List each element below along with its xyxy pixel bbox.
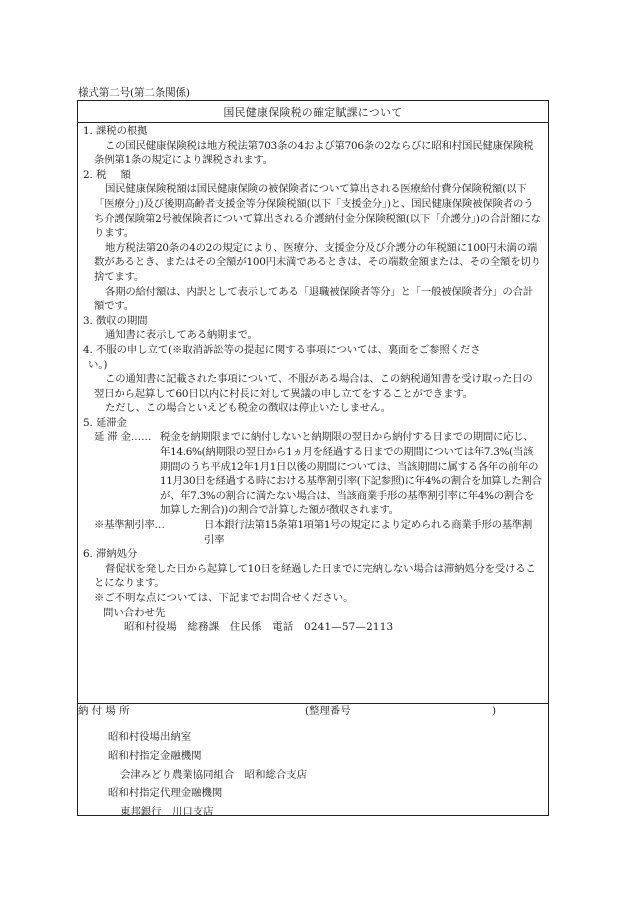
section-1-heading: 1. 課税の根拠: [83, 125, 148, 137]
section-6-heading: 6. 滞納処分: [83, 548, 138, 561]
payment-place-title: 納 付 場 所: [78, 705, 130, 717]
section-1-text: この国民健康保険税は地方税法第703条の4および第706条の2ならびに昭和村国民健康保険税条例第1条の規定により課税されます。: [94, 139, 534, 167]
section-4-heading: 4. 不服の申し立て(※取消訴訟等の提起に関する事項については、裏面をご参照くださ: [83, 343, 481, 356]
discount-rate-label: ※基準割引率…: [94, 519, 165, 532]
section-2-text-1: 国民健康保険税額は国民健康保険の被保険者について算出される医療給付費分保険税額(以下「医療分」)及び後期高齢者支援金等分保険税額(以下「支援金分」)と、国民健康保険被保険者のうち介護保険第2号被保険者について算出される介護納付金分保険税額(以下「介護分」)の合計額になります。: [94, 183, 541, 240]
section-4-heading-cont: い。): [88, 358, 108, 371]
payment-place-item: 昭和村役場出納室: [108, 731, 192, 743]
notice-frame: [77, 100, 549, 819]
section-6-text: 督促状を発した日から起算して10日を経過した日までに完納しない場合は滞納処分を受けることになります。: [94, 562, 536, 590]
section-2-text-2: 地方税法第20条の4の2の規定により、医療分、支援金分及び介護分の年税額に100円未満の端数があるとき、またはその全額が100円未満であるときは、その端数金額または、その全額を切り捨てます。: [94, 241, 541, 283]
discount-rate-note: [83, 518, 542, 547]
section-5-heading: 5. 延滞金: [83, 416, 127, 429]
delay-charge-text: 税金を納期限までに納付しないと納期限の翌日から納付する日までの期間に応じ、年14.6%(納期限の翌日から1ヵ月を経過する日までの期間については年7.3%(当該期間のうち平成12年1月1日以後の期間については、当該期間に属する各年の前年の11月30日を経過する時における基準割引率(下記参照)に年4%の割合を加算した割合が、年7.3%の割合に満たない場合は、当該商業手形の基準割引率に年4%の割合を加算した割合))の割合で計算した額が徴収されます。: [160, 431, 542, 517]
title-divider: [78, 122, 548, 123]
reference-number-label: (整理番号: [305, 705, 351, 717]
payment-place-list: [108, 728, 307, 822]
form-number-label: 様式第二号(第二条関係): [78, 87, 190, 99]
contact-label: 問い合わせ先: [103, 606, 166, 619]
payment-place-item: 昭和村指定金融機関: [108, 749, 202, 762]
section-4-text-2: ただし、この場合といえども税金の徴収は停止いたしません。: [105, 402, 391, 415]
delay-charge-label: 延 滞 金……: [94, 431, 152, 444]
reference-number-close: ): [492, 705, 497, 717]
section-4-text-1: この通知書に記載された事項について、不服がある場合は、この納税通知書を受け取った日の翌日から起算して60日以内に村長に対して異議の申し立てをすることができます。: [94, 373, 533, 400]
inquiry-note: ※ご不明な点については、下記までお問合せください。: [94, 592, 354, 604]
section-3-text: 通知書に表示してある納期まで。: [105, 329, 258, 342]
notice-body: [83, 124, 542, 635]
section-2-text-3: 各期の給付額は、内訳として表示してある「退職被保険者等分」と「一般被保険者分」の合計額です。: [94, 285, 534, 313]
contact-detail: 昭和村役場 総務課 住民係 電話 0241—57—2113: [124, 621, 394, 634]
delay-charge-block: [83, 430, 542, 518]
payment-place-item: 昭和村指定代理金融機関: [108, 787, 223, 800]
discount-rate-text: 日本銀行法第15条第1項第1号の規定により定められる商業手形の基準割引率: [204, 519, 532, 546]
notice-title: 国民健康保険税の確定賦課について: [223, 106, 403, 119]
payment-place-item: 東邦銀行 川口支店: [120, 806, 214, 819]
section-2-heading: 2. 税額: [83, 168, 145, 181]
payment-place-item: 会津みどり農業協同組合 昭和総合支店: [120, 768, 308, 781]
section-3-heading: 3. 徴収の期間: [83, 314, 148, 327]
